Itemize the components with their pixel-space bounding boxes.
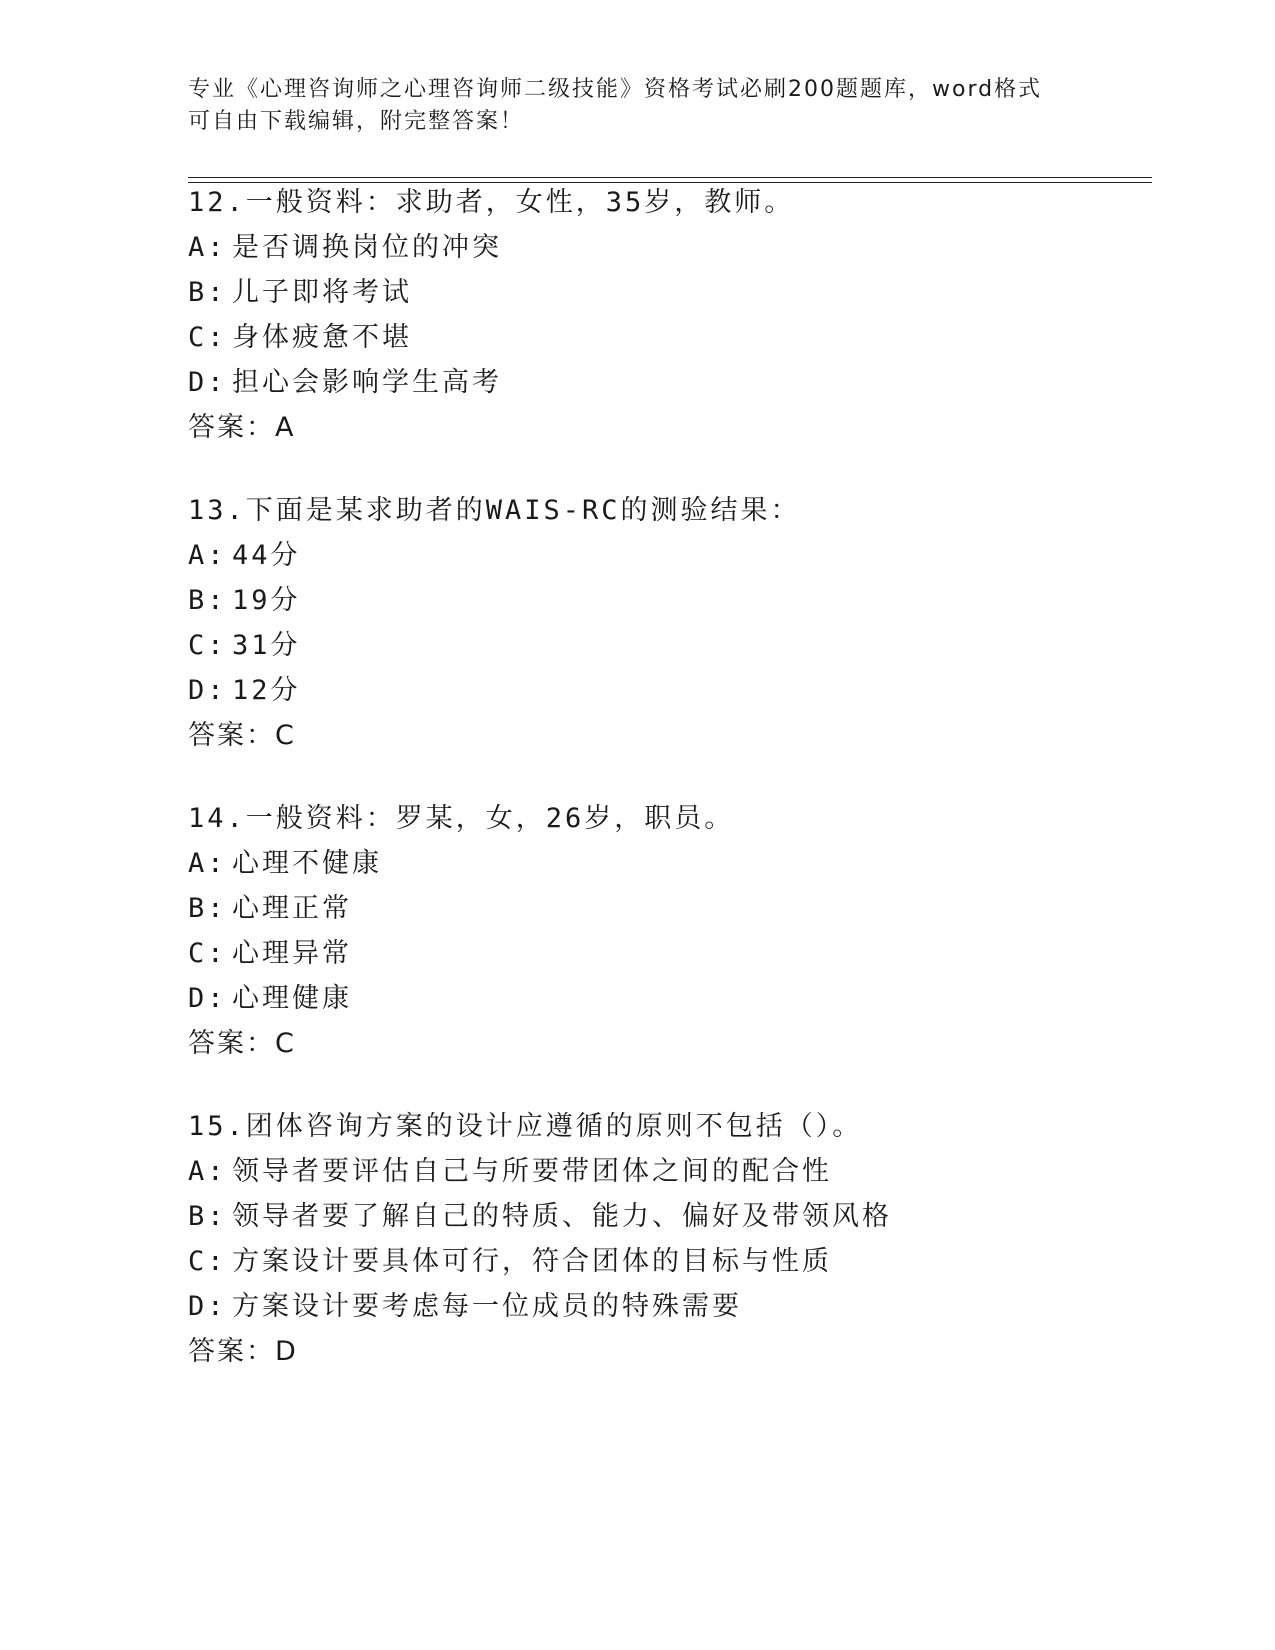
option-text: 31分 xyxy=(232,630,301,661)
option-text: 19分 xyxy=(232,585,301,616)
option-b xyxy=(188,578,1168,623)
option-key: D: xyxy=(188,367,227,398)
question-block xyxy=(188,488,1168,758)
question-stem: 12.一般资料：求助者，女性，35岁，教师。 xyxy=(188,187,795,218)
question-block xyxy=(188,796,1168,1066)
option-b xyxy=(188,1194,1168,1239)
option-c xyxy=(188,315,1168,360)
answer-line: 答案：A xyxy=(188,412,296,443)
option-text: 44分 xyxy=(232,540,301,571)
option-key: A: xyxy=(188,1156,227,1187)
option-key: B: xyxy=(188,585,227,616)
option-c xyxy=(188,623,1168,668)
option-d xyxy=(188,668,1168,713)
option-key: C: xyxy=(188,322,227,353)
option-a xyxy=(188,225,1168,270)
option-text: 领导者要评估自己与所要带团体之间的配合性 xyxy=(232,1156,832,1187)
option-d xyxy=(188,1284,1168,1329)
option-a xyxy=(188,841,1168,886)
option-text: 是否调换岗位的冲突 xyxy=(232,232,502,263)
option-key: C: xyxy=(188,938,227,969)
option-c xyxy=(188,1239,1168,1284)
option-key: D: xyxy=(188,983,227,1014)
answer-line: 答案：C xyxy=(188,720,296,751)
option-b xyxy=(188,270,1168,315)
question-block xyxy=(188,1104,1168,1374)
option-key: A: xyxy=(188,232,227,263)
header-divider-top xyxy=(188,177,1152,178)
question-stem: 15.团体咨询方案的设计应遵循的原则不包括（）。 xyxy=(188,1111,863,1142)
option-text: 心理健康 xyxy=(232,983,352,1014)
option-d xyxy=(188,976,1168,1021)
document-header xyxy=(188,74,1088,138)
question-block xyxy=(188,180,1168,450)
header-line-2: 可自由下载编辑，附完整答案！ xyxy=(188,109,525,134)
option-text: 心理不健康 xyxy=(232,848,382,879)
header-line-1: 专业《心理咨询师之心理咨询师二级技能》资格考试必刷200题题库，word格式 xyxy=(188,77,1043,102)
option-a xyxy=(188,1149,1168,1194)
option-text: 12分 xyxy=(232,675,301,706)
option-c xyxy=(188,931,1168,976)
option-b xyxy=(188,886,1168,931)
answer-line: 答案：D xyxy=(188,1336,298,1367)
option-key: B: xyxy=(188,277,227,308)
option-key: D: xyxy=(188,1291,227,1322)
option-text: 心理异常 xyxy=(232,938,352,969)
option-key: B: xyxy=(188,893,227,924)
option-text: 心理正常 xyxy=(232,893,352,924)
option-key: A: xyxy=(188,540,227,571)
option-text: 方案设计要具体可行，符合团体的目标与性质 xyxy=(232,1246,832,1277)
option-text: 担心会影响学生高考 xyxy=(232,367,502,398)
option-key: A: xyxy=(188,848,227,879)
question-stem: 14.一般资料：罗某，女，26岁，职员。 xyxy=(188,803,735,834)
option-text: 领导者要了解自己的特质、能力、偏好及带领风格 xyxy=(232,1201,892,1232)
option-text: 身体疲惫不堪 xyxy=(232,322,412,353)
option-text: 儿子即将考试 xyxy=(232,277,412,308)
question-stem: 13.下面是某求助者的WAIS-RC的测验结果： xyxy=(188,495,801,526)
option-d xyxy=(188,360,1168,405)
answer-line: 答案：C xyxy=(188,1028,296,1059)
option-a xyxy=(188,533,1168,578)
option-key: B: xyxy=(188,1201,227,1232)
option-key: C: xyxy=(188,1246,227,1277)
option-key: D: xyxy=(188,675,227,706)
option-key: C: xyxy=(188,630,227,661)
option-text: 方案设计要考虑每一位成员的特殊需要 xyxy=(232,1291,742,1322)
